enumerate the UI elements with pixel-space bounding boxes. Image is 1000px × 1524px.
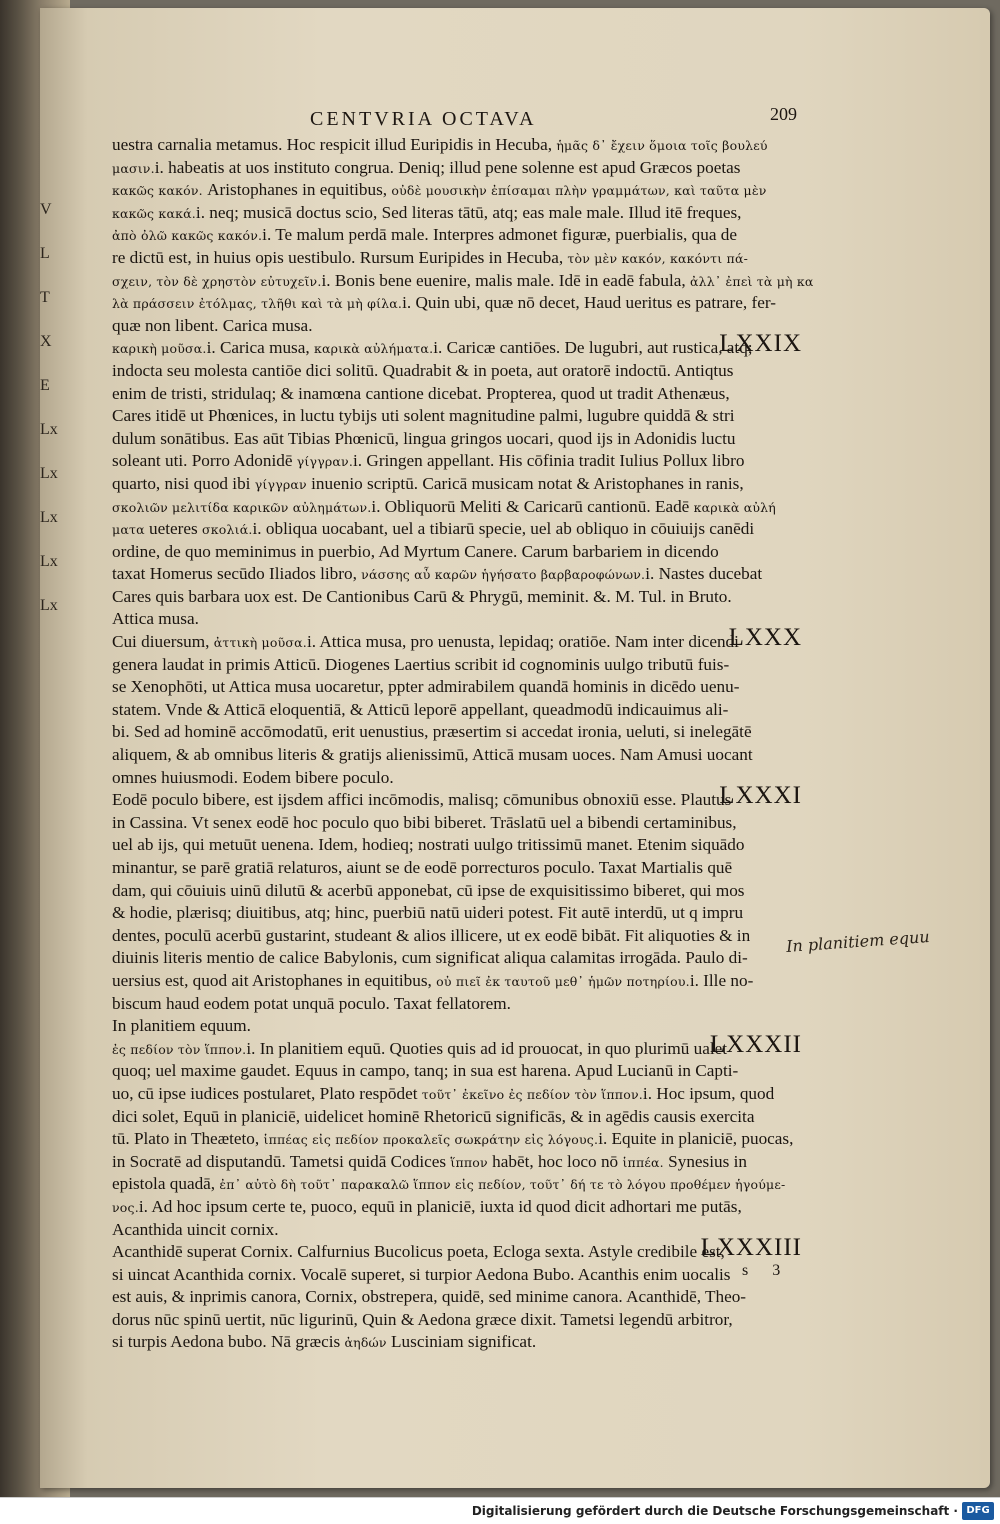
- latin-text: Attica musa.: [112, 609, 199, 629]
- latin-text: i. Nastes ducebat: [645, 564, 763, 584]
- text-line: [112, 292, 792, 315]
- latin-text: Eodē poculo bibere, est ijsdem affici incōmodis, malisq; cōmunibus obnoxiū esse. Plautus: [112, 790, 732, 810]
- folio-number: 209: [770, 104, 797, 124]
- latin-text: bi. Sed ad hominē accōmodatū, erit uenustius, præsertim si accedat ironia, ueluti, si inelegātē: [112, 722, 752, 742]
- greek-text: ἀηδών: [344, 1335, 387, 1351]
- latin-text: tū. Plato in Theæteto,: [112, 1129, 264, 1149]
- edge-letter: Lx: [40, 509, 58, 526]
- latin-text: se Xenophōti, ut Attica musa uocaretur, ppter admirabilem quandā hominis in dicēdo uenu-: [112, 677, 740, 697]
- greek-text: κακῶς κακά.: [112, 205, 196, 221]
- latin-text: enim de tristi, stridulaq; & inamœna cantione dicebat. Propterea, quod ut tradit Athenæus,: [112, 383, 730, 403]
- text-line: [112, 880, 792, 903]
- text-line: [112, 676, 792, 699]
- greek-text: καρικὰ αὐλή: [693, 499, 776, 515]
- latin-text: i. Equite in planiciē, puocas,: [598, 1129, 794, 1149]
- text-line: [112, 586, 792, 609]
- signature-mark: s 3: [742, 1262, 791, 1279]
- text-line: [112, 157, 792, 180]
- text-line: [112, 1241, 792, 1264]
- facing-page-edge-letters: [40, 188, 60, 628]
- greek-text: σκολιά.: [202, 522, 253, 538]
- edge-letter: Lx: [40, 421, 58, 438]
- text-line: [112, 744, 792, 767]
- text-line: [112, 925, 792, 948]
- latin-text: diuinis literis mentio de calice Babylonis, cum significat aliqua calamitas irrogāda. Paulo di-: [112, 948, 748, 968]
- edge-letter: L: [40, 245, 50, 262]
- greek-text: σχειν, τὸν δὲ χρηστὸν εὐτυχεῖν.: [112, 273, 322, 289]
- greek-text: τοῦτ᾽ ἐκεῖνο ἐς πεδίον τὸν ἵππον.: [421, 1086, 643, 1102]
- latin-text: statem. Vnde & Atticā eloquentiā, & Atticū leporē appellant, queadmodū indicauimus ali-: [112, 699, 729, 719]
- text-line: [112, 1083, 792, 1106]
- latin-text: inuenio scriptū. Caricā musicam notat & Aristophanes in ranis,: [306, 473, 744, 493]
- latin-text: biscum haud eodem potat unquā poculo. Taxat fellatorem.: [112, 993, 511, 1013]
- latin-text: Cares quis barbara uox est. De Cantionibus Carū & Phrygū, meminit. &. M. Tul. in Bruto.: [112, 586, 732, 606]
- text-line: [112, 1286, 792, 1309]
- text-line: [112, 631, 792, 654]
- text-line: [112, 1038, 792, 1061]
- latin-text: genera laudat in primis Atticū. Diogenes Laertius scribit id cognominis uulgo tributū fuis-: [112, 654, 730, 674]
- text-line: [112, 654, 792, 677]
- edge-letter: X: [40, 333, 52, 350]
- greek-text: ἵππον: [450, 1154, 488, 1170]
- latin-text: i. Carica musa,: [206, 338, 314, 358]
- greek-text: ματα: [112, 522, 145, 538]
- greek-text: γίγγραν: [254, 476, 307, 492]
- greek-text: νος.: [112, 1199, 139, 1215]
- latin-text: i. Ad hoc ipsum certe te, puoco, equū in planiciē, iuxta id quod dicit adhortari me putās,: [138, 1196, 742, 1216]
- latin-text: i. neq; musicā doctus scio, Sed literas tātū, atq; eas male male. Illud itē freques,: [195, 202, 742, 222]
- latin-text: in Cassina. Vt senex eodē hoc poculo quo bibi biberet. Trāslatū uel a bibendi certaminibus,: [112, 812, 737, 832]
- text-line: [112, 383, 792, 406]
- latin-text: In planitiem equum.: [112, 1016, 251, 1036]
- greek-text: ἀπὸ ὀλῶ κακῶς κακόν.: [112, 228, 263, 244]
- text-line: [112, 134, 792, 157]
- edge-letter: E: [40, 377, 50, 394]
- body-text: [112, 134, 814, 1354]
- latin-text: indocta seu molesta cantiōe dici solitū. Quadrabit & in poeta, aut oratorē indoctū. Antiqtus: [112, 360, 734, 380]
- text-line: [112, 1060, 792, 1083]
- text-line: [112, 1151, 792, 1174]
- latin-text: dulum sonātibus. Eas aūt Tibias Phœnicū, lingua gringos uocari, quod ijs in Adonidis luctu: [112, 428, 736, 448]
- text-line: [112, 789, 792, 812]
- latin-text: i. Te malum perdā male. Interpres admonet figuræ, puerbialis, qua de: [262, 225, 737, 245]
- latin-text: i. Gringen appellant. His cōfinia tradit Iulius Pollux libro: [353, 451, 745, 471]
- greek-text: ἱππέα.: [622, 1154, 664, 1170]
- greek-text: ἐπ᾽ αὐτὸ δὴ τοῦτ᾽ παρακαλῶ ἵππον εἰς πεδίον, τοῦτ᾽ δή τε τὸ λόγου προθέμεν ἡγούμε-: [219, 1177, 786, 1193]
- greek-text: καρικὰ αὐλήματα.: [313, 341, 434, 357]
- text-line: [112, 1331, 792, 1354]
- latin-text: est auis, & inprimis canora, Cornix, obstrepera, quidē, sed minime canora. Acanthidē, Theo-: [112, 1287, 747, 1307]
- latin-text: si turpis Aedona bubo. Nā græcis: [112, 1332, 345, 1352]
- text-line: [112, 179, 792, 202]
- latin-text: uestra carnalia metamus. Hoc respicit illud Euripidis in Hecuba,: [112, 135, 557, 154]
- footer-bar: [0, 1497, 1000, 1524]
- greek-text: ἱππέας εἰς πεδίον προκαλεῖς σωκράτην εἰς λόγους.: [263, 1132, 599, 1148]
- latin-text: minantur, se parē gratiā relaturos, aiunt se de eodē porrecturos poculo. Taxat Martialis quē: [112, 858, 733, 877]
- greek-text: ἀλλ᾽ ἐπεὶ τὰ μὴ κα: [689, 273, 814, 289]
- greek-text: οὐδὲ μουσικὴν ἐπίσαμαι πλὴν γραμμάτων, καὶ ταῦτα μὲν: [391, 183, 767, 199]
- text-line: [112, 247, 792, 270]
- greek-text: σκολιῶν μελιτίδα καρικῶν αὐλημάτων.: [112, 499, 372, 515]
- latin-text: quæ non libent. Carica musa.: [112, 315, 313, 335]
- latin-text: dorus nūc spinū uertit, nūc ligurinū, Quin & Aedona græce dixit. Tametsi legendū arbitror,: [112, 1309, 733, 1329]
- text-line: [112, 224, 792, 247]
- latin-text: i. Obliquorū Meliti & Caricarū cantionū. Eadē: [371, 496, 694, 516]
- greek-text: νάσσης αὖ καρῶν ἡγήσατο βαρβαροφώνων.: [361, 567, 646, 583]
- text-line: [112, 1173, 792, 1196]
- latin-text: Aristophanes in equitibus,: [202, 180, 392, 200]
- edge-letter: V: [40, 201, 52, 218]
- latin-text: si uincat Acanthida cornix. Vocalē superet, si turpior Aedona Bubo. Acanthis enim uocalis: [112, 1264, 731, 1284]
- footer-text: Digitalisierung gefördert durch die Deutsche Forschungsgemeinschaft ·: [471, 1504, 958, 1518]
- greek-text: κακῶς κακόν.: [112, 183, 203, 199]
- adage-numeral: LXXIX: [719, 330, 802, 358]
- greek-text: λὰ πράσσειν ἐτόλμας, τλῆθι καὶ τὰ μὴ φίλα.: [112, 296, 403, 312]
- latin-text: i. In planitiem equū. Quoties quis ad id prouocat, in quo plurimū ualet: [246, 1038, 728, 1058]
- text-line: [112, 360, 792, 383]
- text-line: [112, 947, 792, 970]
- adage-numeral: LXXX: [728, 624, 802, 652]
- edge-letter: Lx: [40, 465, 58, 482]
- greek-text: ἀττικὴ μοῦσα.: [213, 635, 307, 651]
- text-line: [112, 699, 792, 722]
- latin-text: epistola quadā,: [112, 1174, 220, 1194]
- margin-annotation: In planitiem equu: [785, 926, 931, 956]
- dfg-logo: DFG: [962, 1502, 994, 1520]
- text-line: [112, 428, 792, 451]
- text-line: [112, 270, 814, 293]
- greek-text: ἐς πεδίον τὸν ἵππον.: [112, 1041, 247, 1057]
- latin-text: taxat Homerus secūdo Iliados libro,: [112, 564, 362, 584]
- latin-text: uersius est, quod ait Aristophanes in equitibus,: [112, 970, 437, 990]
- text-line: [112, 993, 792, 1016]
- greek-text: μασιν.: [112, 160, 155, 176]
- text-line: [112, 450, 792, 473]
- latin-text: ordine, de quo meminimus in puerbio, Ad Myrtum Canere. Carum barbariem in dicendo: [112, 541, 719, 561]
- latin-text: i. Quin ubi, quæ nō decet, Haud ueritus es patrare, fer-: [402, 293, 776, 313]
- text-line: [112, 834, 792, 857]
- text-line: [112, 902, 792, 925]
- latin-text: Cares itidē ut Phœnices, in luctu tybijs uti solent magnitudine palmi, lugubre quiddā & stri: [112, 406, 735, 426]
- text-line: [112, 1309, 792, 1332]
- running-head: CENTVRIA OCTAVA: [310, 108, 537, 130]
- latin-text: dentes, poculū acerbū gustarint, studeant & alios illicere, ut ex eodē bibāt. Fit aliquoties & in: [112, 925, 751, 945]
- latin-text: i. Bonis bene euenire, malis male. Idē in eadē fabula,: [321, 270, 690, 290]
- text-line: [112, 473, 792, 496]
- text-line: [112, 812, 792, 835]
- latin-text: in Socratē ad disputandū. Tametsi quidā Codices: [112, 1151, 451, 1171]
- text-line: [112, 405, 792, 428]
- latin-text: dici solet, Equū in planiciē, uidelicet hominē Rhetoricū significās, & in agēdis causis exercita: [112, 1106, 755, 1126]
- latin-text: uel ab ijs, qui metuūt uenena. Idem, hodieq; nostrati uulgo tritissimū manet. Etenim siquādo: [112, 835, 745, 855]
- latin-text: habēt, hoc loco nō: [487, 1151, 623, 1171]
- text-line: [112, 541, 792, 564]
- greek-text: ἡμᾶς δ᾽ ἔχειν ὅμοια τοῖς βουλεύ: [556, 138, 768, 153]
- latin-text: omnes huiusmodi. Eodem bibere poculo.: [112, 767, 394, 787]
- latin-text: i. Hoc ipsum, quod: [642, 1083, 775, 1103]
- edge-letter: Lx: [40, 597, 58, 614]
- latin-text: soleant uti. Porro Adonidē: [112, 451, 297, 471]
- latin-text: quarto, nisi quod ibi: [112, 473, 255, 493]
- greek-text: οὐ πιεῖ ἐκ ταυτοῦ μεθ᾽ ἡμῶν ποτηρίου.: [436, 973, 690, 989]
- latin-text: quoq; uel maxime gaudet. Equus in campo, tanq; in sua est harena. Apud Lucianū in Capti-: [112, 1061, 739, 1081]
- text-line: [112, 721, 792, 744]
- latin-text: i. Caricæ cantiōes. De lugubri, aut rustica, atq;: [433, 338, 753, 358]
- text-line: [112, 1264, 792, 1287]
- latin-text: Acanthidē superat Cornix. Calfurnius Bucolicus poeta, Ecloga sexta. Astyle credibile est,: [112, 1242, 725, 1262]
- latin-text: i. Ille no-: [689, 970, 754, 990]
- text-line: [112, 1106, 792, 1129]
- text-line: [112, 970, 792, 993]
- adage-numeral: LXXXIII: [700, 1234, 802, 1262]
- text-line: [112, 337, 792, 360]
- latin-text: & hodie, plærisq; diuitibus, atq; hinc, puerbiū natū uideri potest. Fit autē interdū, ut q impru: [112, 903, 744, 923]
- text-line: [112, 202, 792, 225]
- latin-text: i. Attica musa, pro uenusta, lepidaq; oratiōe. Nam inter dicendi: [306, 632, 739, 652]
- latin-text: aliquem, & ab omnibus literis & gratijs alienissimū, Atticā musam uoces. Nam Amusi uocant: [112, 745, 753, 765]
- latin-text: ueteres: [144, 519, 202, 539]
- adage-numeral: LXXXII: [709, 1030, 802, 1058]
- greek-text: τὸν μὲν κακόν, κακόντι πά-: [567, 250, 749, 266]
- greek-text: γίγγραν.: [296, 454, 354, 470]
- text-line: [112, 496, 792, 519]
- adage-numeral: LXXXI: [719, 782, 802, 810]
- edge-letter: T: [40, 289, 50, 306]
- latin-text: i. habeatis at uos instituto congrua. Deniq; illud pene solenne est apud Græcos poetas: [154, 157, 741, 177]
- latin-text: Acanthida uincit cornix.: [112, 1219, 279, 1239]
- text-line: [112, 518, 792, 541]
- latin-text: Synesius in: [663, 1151, 747, 1171]
- text-line: [112, 857, 792, 880]
- latin-text: Lusciniam significat.: [386, 1332, 537, 1352]
- latin-text: re dictū est, in huius opis uestibulo. Rursum Euripides in Hecuba,: [112, 247, 568, 267]
- latin-text: Cui diuersum,: [112, 632, 214, 652]
- latin-text: uo, cū ipse iudices postularet, Plato respōdet: [112, 1083, 422, 1103]
- greek-text: καρικὴ μοῦσα.: [112, 341, 207, 357]
- text-line: [112, 563, 792, 586]
- text-line: [112, 1196, 792, 1219]
- edge-letter: Lx: [40, 553, 58, 570]
- latin-text: dam, qui cōuiuis uinū dilutū & acerbū apponebat, cū ipse de exquisitissimo biberet, qui mos: [112, 880, 745, 900]
- latin-text: i. obliqua uocabant, uel a tibiarū specie, uel ab obliquo in cōuiuijs canēdi: [252, 519, 755, 539]
- text-line: [112, 1128, 792, 1151]
